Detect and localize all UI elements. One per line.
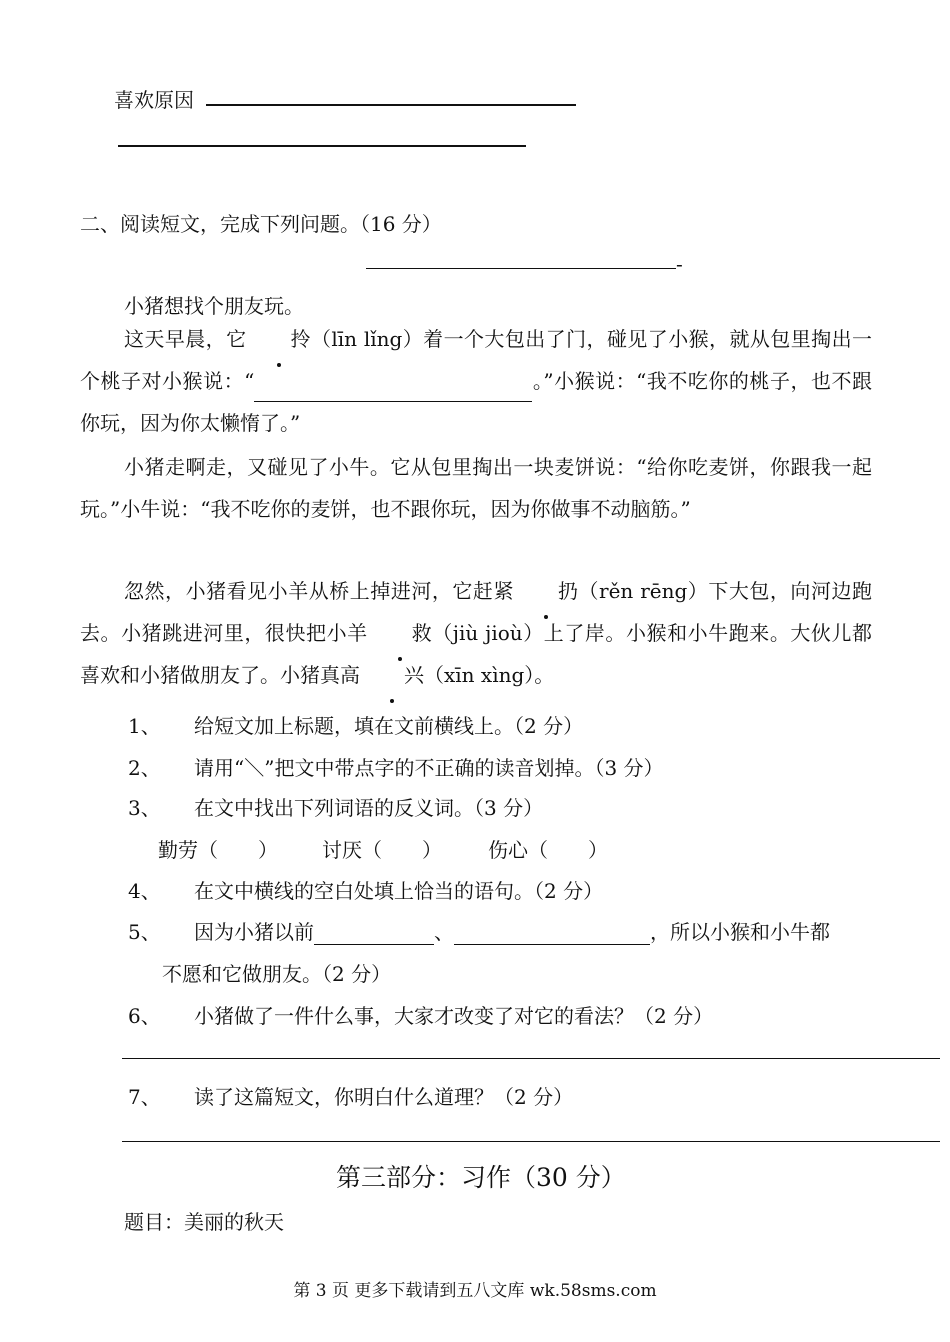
section2-heading: 二、阅读短文，完成下列问题。（16 分） [80,212,442,236]
q5-text: 因为小猪以前 、 ，所以小猴和小牛都 [194,920,830,944]
dotted-char-lin: 拎 [247,318,311,360]
dotted-char-jiu: 救 [368,612,432,654]
antonym-qinlao[interactable]: 勤劳（ ） [158,838,278,862]
q5-number: 5、 [128,920,161,944]
like-reason-line-2[interactable] [118,145,526,147]
q6-answer-line[interactable] [122,1058,940,1059]
passage-para-1: 小猪想找个朋友玩。 [124,294,304,318]
antonym-taoyan[interactable]: 讨厌（ ） [322,838,442,862]
page-footer: 第 3 页 更多下载请到五八文库 wk.58sms.com [293,1281,657,1301]
q4-text: 在文中横线的空白处填上恰当的语句。（2 分） [194,879,604,903]
q4-number: 4、 [128,879,161,903]
q5-text-cont: 不愿和它做朋友。（2 分） [162,962,392,986]
passage-para-4: 忽然，小猪看见小羊从桥上掉进河，它赶紧 扔（rěn rēng）下大包，向河边跑去。小猪跳进河里，很快把小羊 救（jiù jioù）上了岸。小猴和小牛跑来。大伙儿都喜欢和小猪做朋友了。小猪真高 兴（xīn xìng）。 [80,570,872,696]
q1-text: 给短文加上标题，填在文前横线上。（2 分） [194,714,584,738]
q3-text: 在文中找出下列词语的反义词。（3 分） [194,796,544,820]
title-blank-line[interactable] [366,268,676,269]
q7-answer-line[interactable] [122,1141,940,1142]
section3-heading: 第三部分：习作（30 分） [336,1163,626,1192]
q5-blank-2[interactable] [454,924,650,945]
q3-number: 3、 [128,796,161,820]
q5-blank-1[interactable] [314,924,434,945]
q1-number: 1、 [128,714,161,738]
antonym-shangxin[interactable]: 伤心（ ） [488,838,608,862]
dotted-char-reng: 扔 [514,570,578,612]
q6-number: 6、 [128,1004,161,1028]
q6-text: 小猪做了一件什么事，大家才改变了对它的看法？（2 分） [194,1004,714,1028]
title-dash: - [676,252,683,276]
q7-text: 读了这篇短文，你明白什么道理？（2 分） [194,1085,574,1109]
dotted-char-xing: 兴 [360,654,424,696]
essay-topic: 题目：美丽的秋天 [124,1210,284,1234]
q2-number: 2、 [128,756,161,780]
q7-number: 7、 [128,1085,161,1109]
passage-para-3: 小猪走啊走，又碰见了小牛。它从包里掏出一块麦饼说：“给你吃麦饼，你跟我一起玩。”小牛说：“我不吃你的麦饼，也不跟你玩，因为你做事不动脑筋。” [80,455,872,521]
q2-text: 请用“＼”把文中带点字的不正确的读音划掉。（3 分） [194,756,664,780]
like-reason-line-1[interactable] [206,104,576,106]
like-reason-label: 喜欢原因 [114,88,194,112]
para2-quote-blank[interactable] [254,381,532,402]
passage-para-2: 这天早晨，它 拎（līn lǐng）着一个大包出了门，碰见了小猴，就从包里掏出一个桃子对小猴说：“ 。”小猴说：“我不吃你的桃子，也不跟你玩，因为你太懒惰了。” [80,318,872,444]
